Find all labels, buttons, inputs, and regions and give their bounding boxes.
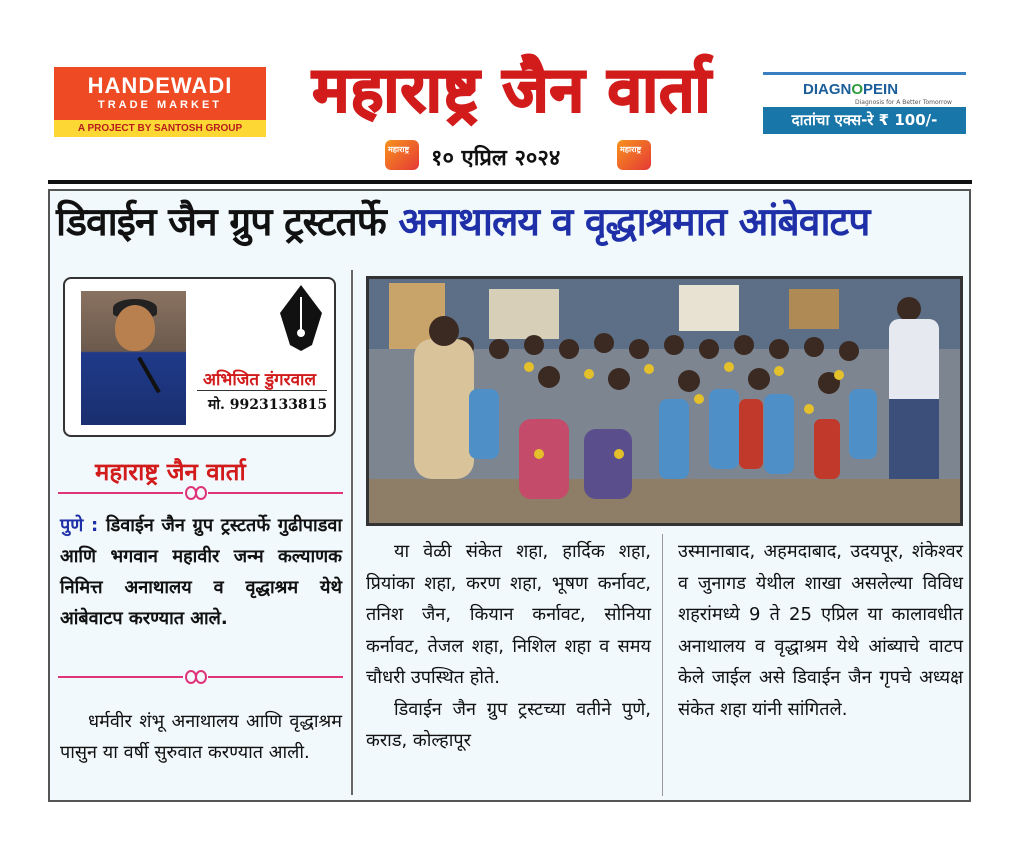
ad-tagline: A PROJECT BY SANTOSH GROUP: [54, 120, 266, 137]
article-headline: [56, 194, 968, 252]
column-3-paragraph: उस्मानाबाद, अहमदाबाद, उदयपूर, शंकेश्वर व जुनागड येथील शाखा असलेल्या विविध शहरांमध्ये 9 ते 25 एप्रिल या कालावधीत अनाथालय व वृद्धाश्रम येथे आंब्याचे वाटप केले जाईल असे डिवाईन जैन गृपचे अध्यक्ष संकेत शहा यांनी सांगितले.: [678, 541, 963, 720]
ad-logo-strip: [763, 72, 966, 107]
mini-logo-text: महाराष्ट्र: [620, 145, 642, 154]
dateline-city: पुणे :: [60, 515, 99, 536]
event-photo: [366, 276, 963, 526]
author-photo: [81, 291, 186, 425]
mini-logo-icon: [385, 140, 419, 170]
date-row: [385, 140, 655, 172]
headline-part-1: डिवाईन जैन ग्रुप ट्रस्टतर्फे: [56, 200, 386, 245]
section-brand: महाराष्ट्र जैन वार्ता: [95, 457, 246, 486]
author-card: [63, 277, 336, 437]
column-2: [366, 536, 651, 757]
author-name: अभिजित डुंगरवाल: [203, 370, 316, 390]
event-photo-illustration: [369, 279, 960, 523]
diagnopein-ad[interactable]: [763, 72, 966, 134]
headline-part-2: अनाथालय व वृद्धाश्रमात आंबेवाटप: [398, 200, 870, 245]
column-3: [678, 536, 963, 725]
mini-logo-text: महाराष्ट्र: [388, 145, 410, 154]
ornament-divider: [58, 670, 343, 684]
name-underline: [197, 390, 327, 391]
article-intro: [60, 510, 342, 634]
column-separator: [351, 270, 353, 795]
column-1-body: धर्मवीर शंभू अनाथालय आणि वृद्धाश्रम पासुन या वर्षी सुरुवात करण्यात आली.: [60, 711, 342, 763]
column-2-paragraph: डिवाईन जैन ग्रुप ट्रस्टच्या वतीने पुणे, कराड, कोल्हापूर: [366, 698, 651, 751]
newspaper-title: महाराष्ट्र जैन वार्ता: [312, 53, 712, 126]
handewadi-ad[interactable]: [54, 67, 266, 137]
ad-brand-line: HANDEWADI: [87, 73, 233, 98]
mini-logo-icon: [617, 140, 651, 170]
author-phone: मो. 9923133815: [208, 397, 328, 413]
column-separator: [662, 534, 663, 796]
ornament-divider: [58, 486, 343, 500]
ad-subtitle-line: TRADE MARKET: [98, 99, 222, 111]
ad-offer: दातांचा एक्स-रे ₹ 100/-: [763, 107, 966, 134]
intro-text: डिवाईन जैन ग्रुप ट्रस्टतर्फे गुढीपाडवा आणि भगवान महावीर जन्म कल्याणक निमित्त अनाथालय व वृद्धाश्रम येथे आंबेवाटप करण्यात आले.: [60, 515, 342, 629]
issue-date: १० एप्रिल २०२४: [431, 146, 561, 171]
fountain-pen-icon: [270, 283, 332, 353]
ad-tagline: Diagnosis for A Better Tomorrow: [855, 99, 952, 106]
masthead-divider: [48, 180, 972, 184]
diagnopein-logo: DIAGNOPEIN: [803, 81, 899, 98]
column-2-paragraph: या वेळी संकेत शहा, हार्दिक शहा, प्रियांका शहा, करण शहा, भूषण कर्नावट, तनिश जैन, कियान कर्नावट, सोनिया कर्नावट, तेजल शहा, निशिल शहा व समय चौधरी उपस्थित होते.: [366, 541, 651, 688]
